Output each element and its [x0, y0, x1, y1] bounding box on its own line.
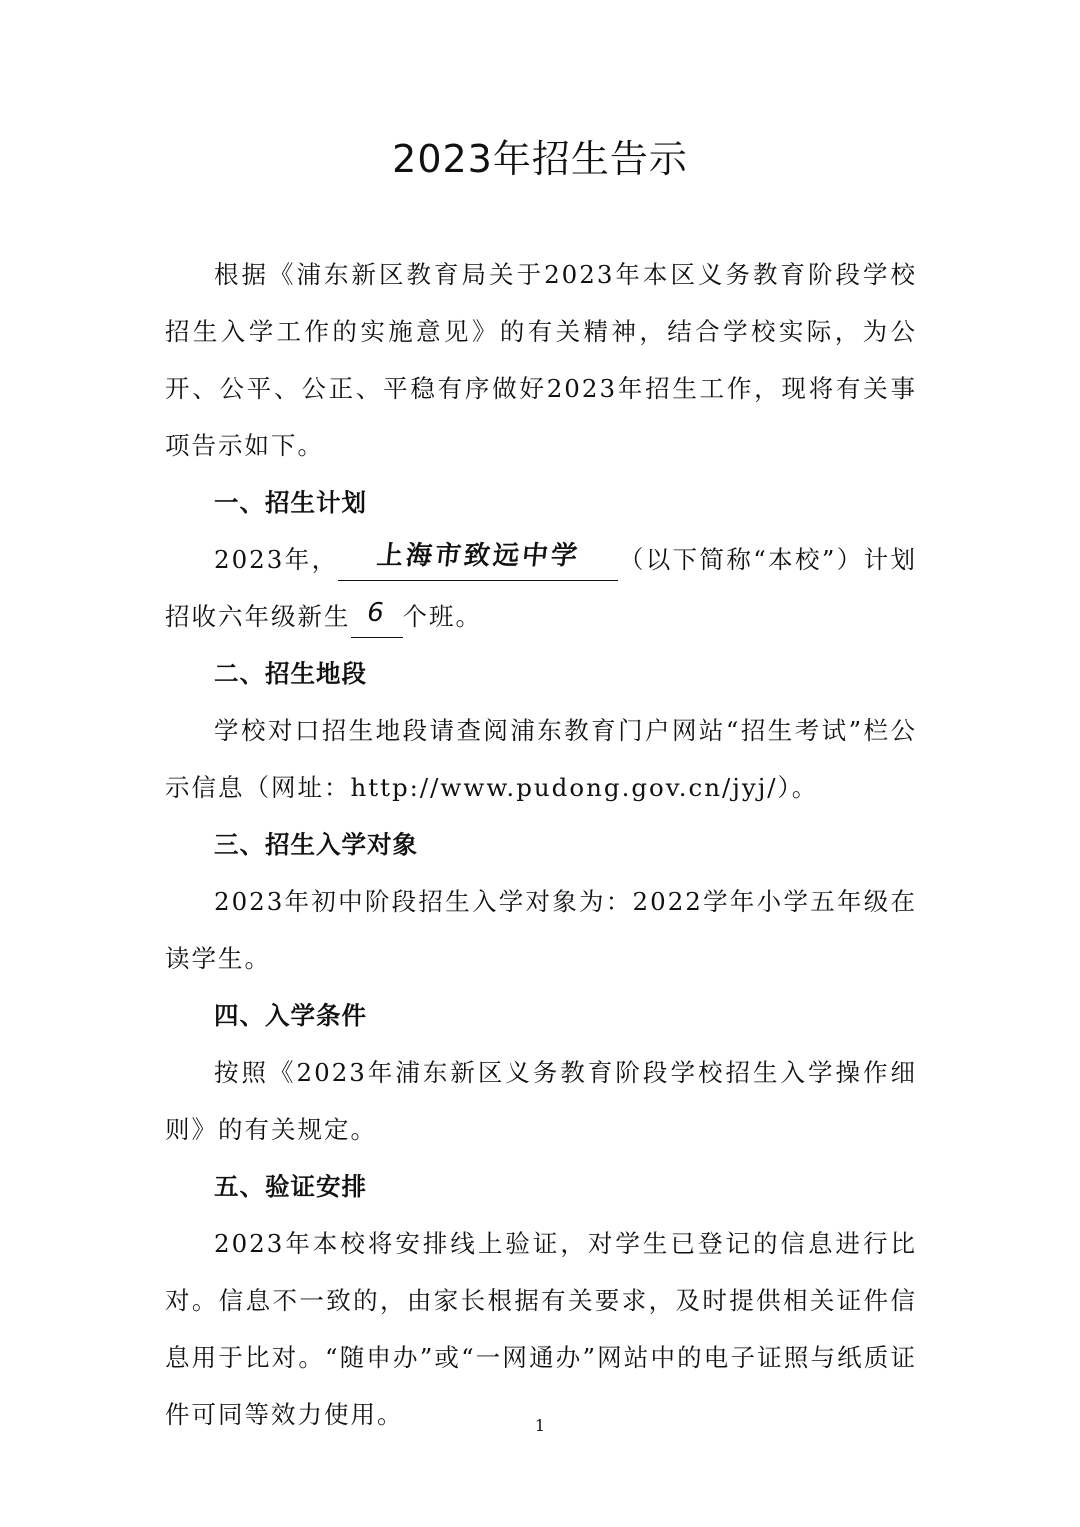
section-heading-verification: 五、验证安排 — [214, 1172, 367, 1201]
plan-suffix: 个班。 — [402, 602, 482, 631]
conditions-paragraph: 按照《2023年浦东新区义务教育阶段学校招生入学操作细则》的有关规定。 — [165, 1058, 917, 1144]
class-count-handwritten: 6 — [367, 598, 386, 628]
class-count-blank — [351, 597, 403, 638]
section-heading-target: 三、招生入学对象 — [214, 830, 418, 859]
page-number: 1 — [534, 1416, 546, 1435]
intro-paragraph: 根据《浦东新区教育局关于2023年本区义务教育阶段学校招生入学工作的实施意见》的有关精神，结合学校实际，为公开、公平、公正、平稳有序做好2023年招生工作，现将有关事项告示如下。 — [165, 260, 917, 460]
plan-prefix: 2023年， — [214, 545, 339, 574]
district-paragraph: 学校对口招生地段请查阅浦东教育门户网站“招生考试”栏公示信息（网址：http://www.pudong.gov.cn/jyj/）。 — [165, 716, 917, 802]
section-heading-conditions: 四、入学条件 — [214, 1001, 367, 1030]
document-body — [165, 246, 917, 1443]
plan-paragraph — [165, 531, 917, 645]
school-name-blank — [338, 540, 618, 581]
school-name-handwritten: 上海市致远中学 — [375, 541, 582, 571]
page-title: 2023年招生告示 — [392, 137, 688, 181]
section-heading-plan: 一、招生计划 — [214, 488, 367, 517]
target-paragraph: 2023年初中阶段招生入学对象为：2022学年小学五年级在读学生。 — [165, 887, 917, 973]
verification-paragraph: 2023年本校将安排线上验证，对学生已登记的信息进行比对。信息不一致的，由家长根据有关要求，及时提供相关证件信息用于比对。“随申办”或“一网通办”网站中的电子证照与纸质证件可同等效力使用。 — [165, 1229, 917, 1429]
plan-middle: （以下简称“本校”）计划招收六年级新生 — [165, 545, 917, 631]
section-heading-district: 二、招生地段 — [214, 659, 367, 688]
